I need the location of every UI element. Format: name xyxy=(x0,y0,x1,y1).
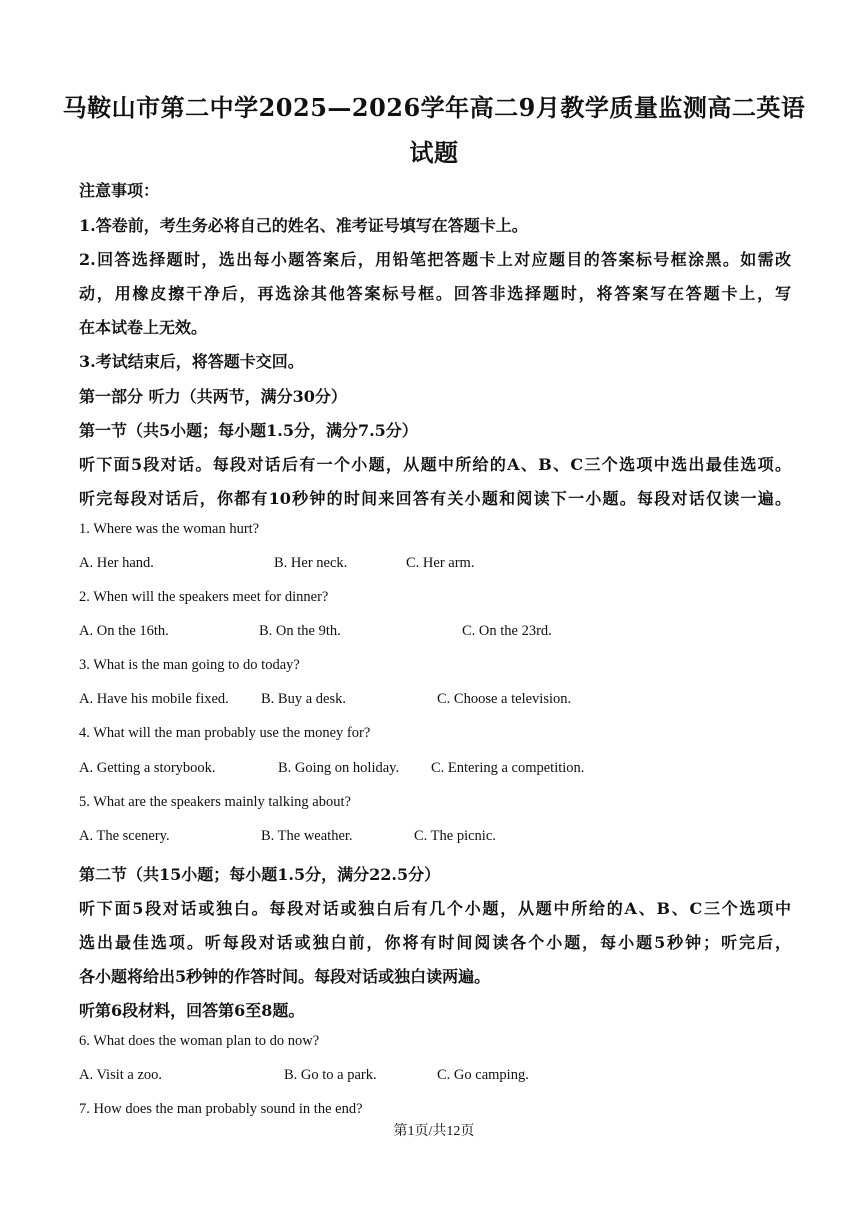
question-4-stem: 4. What will the man probably use the money for? xyxy=(79,725,371,741)
notes-item-3: 3.考试结束后，将答题卡交回。 xyxy=(79,352,304,371)
question-2-option-a: A. On the 16th. xyxy=(79,623,169,639)
section1-instructions-line1: 听下面5段对话。每段对话后有一个小题，从题中所给的A、B、C三个选项中选出最佳选项。 xyxy=(79,455,791,474)
exam-title-line2: 试题 xyxy=(409,138,459,167)
section2-instructions-line1: 听下面5段对话或独白。每段对话或独白后有几个小题，从题中所给的A、B、C三个选项中 xyxy=(79,899,791,918)
section2-instructions-line3: 各小题将给出5秒钟的作答时间。每段对话或独白读两遍。 xyxy=(79,967,491,986)
question-6-option-c: C. Go camping. xyxy=(437,1067,529,1083)
question-1-option-b: B. Her neck. xyxy=(274,555,348,571)
question-7-stem: 7. How does the man probably sound in the end? xyxy=(79,1101,363,1117)
notes-heading: 注意事项： xyxy=(79,181,160,200)
question-6-stem: 6. What does the woman plan to do now? xyxy=(79,1033,320,1049)
question-1-option-c: C. Her arm. xyxy=(406,555,475,571)
question-3-option-b: B. Buy a desk. xyxy=(261,691,346,707)
question-4-option-a: A. Getting a storybook. xyxy=(79,760,216,776)
question-2-option-b: B. On the 9th. xyxy=(259,623,341,639)
notes-item-2-line3: 在本试卷上无效。 xyxy=(79,318,208,337)
question-6-option-a: A. Visit a zoo. xyxy=(79,1067,163,1083)
question-5-stem: 5. What are the speakers mainly talking about? xyxy=(79,794,351,810)
question-5-option-c: C. The picnic. xyxy=(414,828,496,844)
question-2-option-c: C. On the 23rd. xyxy=(462,623,552,639)
question-3-option-c: C. Choose a television. xyxy=(437,691,572,707)
section1-instructions-line2: 听完每段对话后，你都有10秒钟的时间来回答有关小题和阅读下一小题。每段对话仅读一遍。 xyxy=(79,489,791,508)
question-1-option-a: A. Her hand. xyxy=(79,555,154,571)
question-1-stem: 1. Where was the woman hurt? xyxy=(79,521,260,537)
section2-heading: 第二节（共15小题；每小题1.5分，满分22.5分） xyxy=(79,865,441,884)
section1-heading: 第一节（共5小题；每小题1.5分，满分7.5分） xyxy=(79,421,418,440)
question-3-stem: 3. What is the man going to do today? xyxy=(79,657,300,673)
question-6-option-b: B. Go to a park. xyxy=(284,1067,377,1083)
notes-item-2-line1: 2.回答选择题时，选出每小题答案后，用铅笔把答题卡上对应题目的答案标号框涂黑。如需改 xyxy=(79,250,791,269)
question-3-option-a: A. Have his mobile fixed. xyxy=(79,691,229,707)
question-4-option-b: B. Going on holiday. xyxy=(278,760,400,776)
material-6-heading: 听第6段材料，回答第6至8题。 xyxy=(79,1001,305,1020)
question-2-stem: 2. When will the speakers meet for dinner? xyxy=(79,589,329,605)
page-footer: 第1页/共12页 xyxy=(393,1124,475,1139)
notes-item-1: 1.答卷前，考生务必将自己的姓名、准考证号填写在答题卡上。 xyxy=(79,216,528,235)
notes-item-2-line2: 动，用橡皮擦干净后，再选涂其他答案标号框。回答非选择题时，将答案写在答题卡上，写 xyxy=(79,284,791,303)
section2-instructions-line2: 选出最佳选项。听每段对话或独白前，你将有时间阅读各个小题，每小题5秒钟；听完后， xyxy=(79,933,791,952)
part1-heading: 第一部分 听力（共两节，满分30分） xyxy=(79,387,347,406)
question-4-option-c: C. Entering a competition. xyxy=(431,760,585,776)
question-5-option-a: A. The scenery. xyxy=(79,828,170,844)
exam-title-line1: 马鞍山市第二中学2025—2026学年高二9月教学质量监测高二英语 xyxy=(62,93,806,122)
question-5-option-b: B. The weather. xyxy=(261,828,353,844)
